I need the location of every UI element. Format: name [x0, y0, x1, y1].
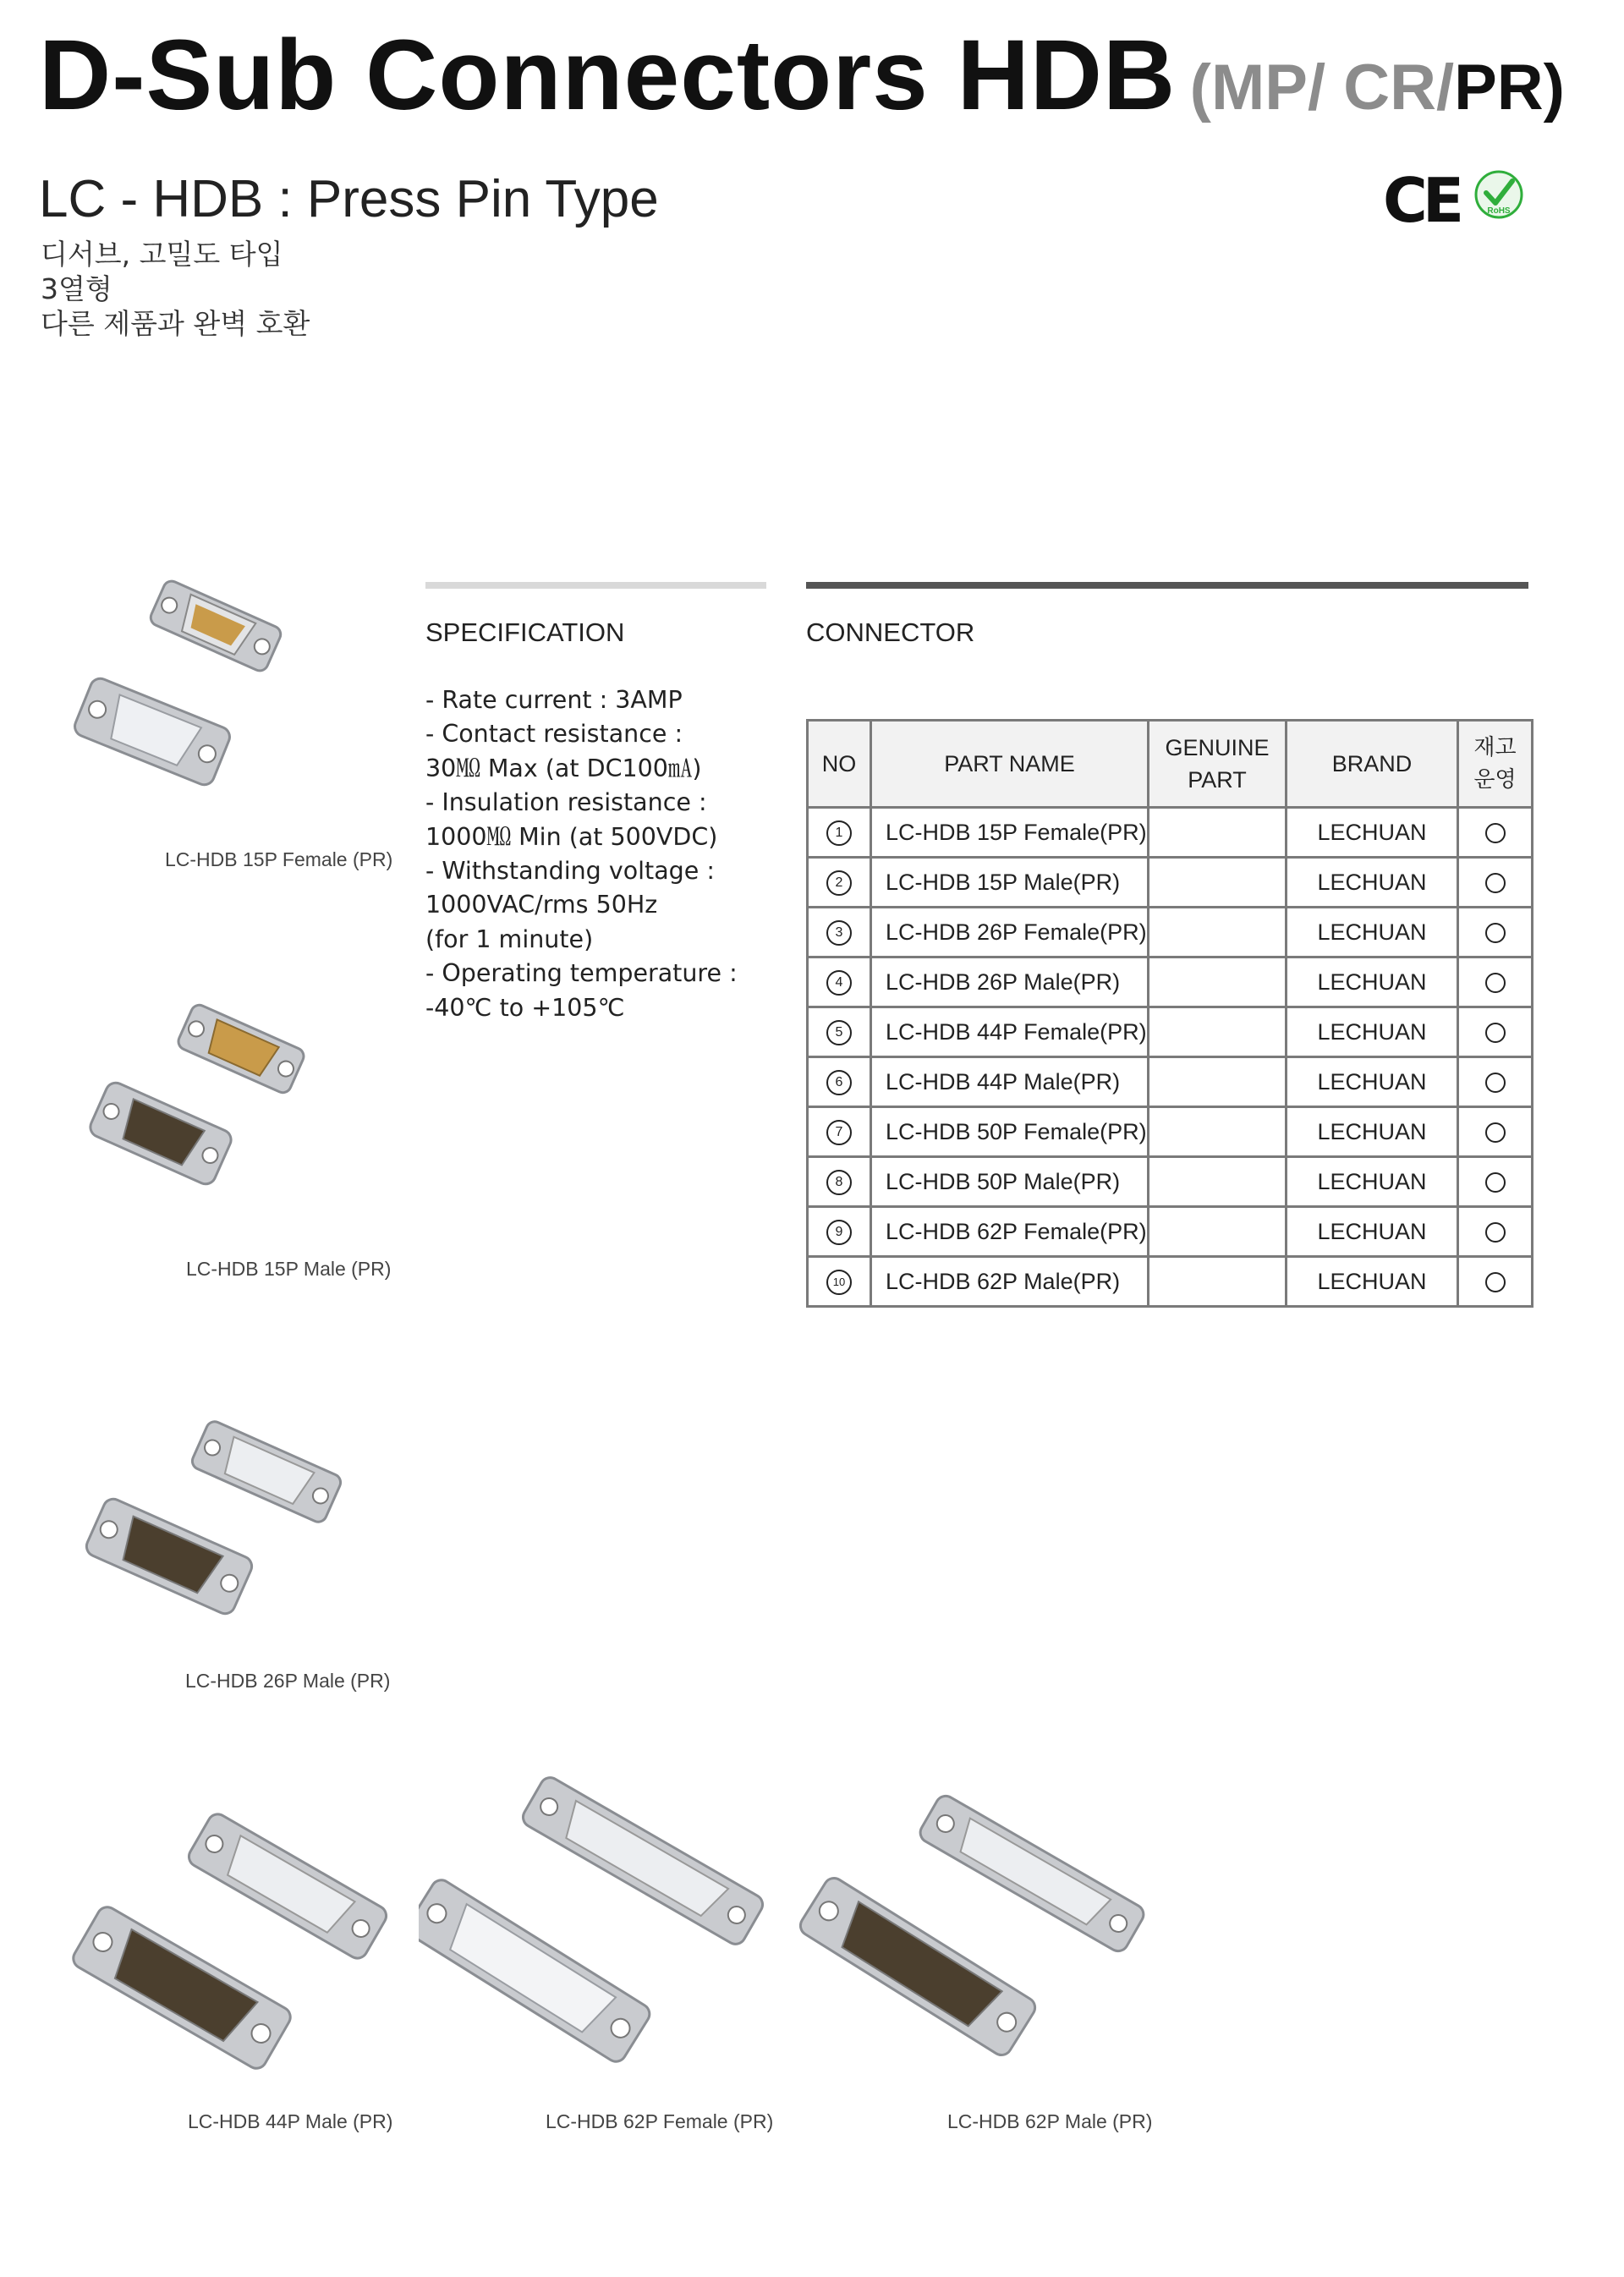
cell-stock	[1458, 808, 1533, 858]
specification-rule	[425, 582, 766, 589]
cell-stock	[1458, 957, 1533, 1007]
cell-no	[808, 1207, 871, 1257]
cell-part-name: LC-HDB 44P Male(PR)	[871, 1057, 1149, 1107]
cell-genuine	[1149, 1107, 1287, 1157]
cell-genuine	[1149, 1007, 1287, 1057]
product-caption-62p-male: LC-HDB 62P Male (PR)	[947, 2110, 1153, 2132]
col-brand: BRAND	[1287, 721, 1458, 808]
ce-mark-icon: CE	[1383, 165, 1460, 236]
spec-line: - Withstanding voltage :	[425, 857, 715, 886]
description-line: 다른 제품과 완벽 호환	[41, 307, 310, 340]
table-row	[808, 808, 1533, 858]
description-line: 디서브, 고밀도 타입	[41, 238, 283, 271]
connector-rule	[806, 582, 1528, 589]
svg-text:RoHS: RoHS	[1487, 206, 1511, 216]
cell-brand: LECHUAN	[1287, 1257, 1458, 1307]
cell-part-name: LC-HDB 26P Male(PR)	[871, 957, 1149, 1007]
row-number: 1	[826, 820, 852, 846]
spec-line: 30㏁ Max (at DC100㎃)	[425, 754, 702, 782]
spec-line: 1000VAC/rms 50Hz	[425, 891, 658, 919]
stock-circle-icon	[1485, 973, 1506, 993]
stock-circle-icon	[1485, 873, 1506, 893]
cell-part-name: LC-HDB 62P Female(PR)	[871, 1207, 1149, 1257]
page-title-variants	[1190, 52, 1565, 123]
cell-part-name: LC-HDB 26P Female(PR)	[871, 908, 1149, 957]
specification-list	[425, 683, 764, 1025]
cell-genuine	[1149, 957, 1287, 1007]
cell-genuine	[1149, 1207, 1287, 1257]
product-caption-26p-male: LC-HDB 26P Male (PR)	[185, 1670, 391, 1692]
spec-line: - Rate current : 3AMP	[425, 686, 683, 714]
page-subtitle: LC - HDB : Press Pin Type	[39, 170, 659, 228]
row-number: 7	[826, 1120, 852, 1145]
col-stock-line1: 재고	[1473, 735, 1517, 760]
cell-part-name: LC-HDB 62P Male(PR)	[871, 1257, 1149, 1307]
product-caption-44p-male: LC-HDB 44P Male (PR)	[188, 2110, 393, 2132]
table-header-row	[808, 721, 1533, 808]
table-row	[808, 1157, 1533, 1207]
spec-line: - Insulation resistance :	[425, 788, 707, 817]
table-row	[808, 1257, 1533, 1307]
stock-circle-icon	[1485, 1172, 1506, 1193]
page-title-main: D-Sub Connectors HDB	[39, 19, 1177, 131]
table-row	[808, 1007, 1533, 1057]
variant-pr: PR)	[1454, 52, 1565, 123]
connector-table	[806, 719, 1533, 1308]
cell-no	[808, 858, 871, 908]
cell-part-name: LC-HDB 44P Female(PR)	[871, 1007, 1149, 1057]
cell-brand: LECHUAN	[1287, 1007, 1458, 1057]
spec-line: - Contact resistance :	[425, 720, 683, 749]
cell-brand: LECHUAN	[1287, 1107, 1458, 1157]
product-photo-15p-female	[72, 567, 359, 812]
table-row	[808, 957, 1533, 1007]
table-row	[808, 1107, 1533, 1157]
cell-genuine	[1149, 808, 1287, 858]
product-caption-62p-female: LC-HDB 62P Female (PR)	[546, 2110, 774, 2132]
cell-genuine	[1149, 1057, 1287, 1107]
cell-stock	[1458, 1007, 1533, 1057]
stock-circle-icon	[1485, 1122, 1506, 1143]
product-photo-62p-female	[419, 1776, 774, 2072]
cell-genuine	[1149, 1257, 1287, 1307]
stock-circle-icon	[1485, 823, 1506, 843]
stock-circle-icon	[1485, 1272, 1506, 1292]
spec-line: - Operating temperature :	[425, 959, 738, 988]
col-part-name: PART NAME	[871, 721, 1149, 808]
connector-heading: CONNECTOR	[806, 617, 975, 647]
row-number: 8	[826, 1170, 852, 1195]
description-line: 3열형	[41, 272, 112, 305]
product-caption-15p-female: LC-HDB 15P Female (PR)	[165, 848, 393, 870]
cell-no	[808, 1057, 871, 1107]
cell-genuine	[1149, 908, 1287, 957]
cell-brand: LECHUAN	[1287, 808, 1458, 858]
description-block	[41, 237, 310, 341]
col-genuine-line2: PART	[1188, 767, 1247, 793]
row-number: 5	[826, 1020, 852, 1045]
product-photo-26p-male	[85, 1404, 355, 1624]
cell-brand: LECHUAN	[1287, 957, 1458, 1007]
row-number: 4	[826, 970, 852, 996]
col-genuine-line1: GENUINE	[1165, 735, 1270, 760]
product-photo-44p-male	[51, 1793, 398, 2072]
table-row	[808, 908, 1533, 957]
row-number: 2	[826, 870, 852, 896]
cell-no	[808, 1007, 871, 1057]
cell-no	[808, 908, 871, 957]
row-number: 10	[826, 1270, 852, 1295]
cell-genuine	[1149, 858, 1287, 908]
cell-stock	[1458, 1207, 1533, 1257]
cell-brand: LECHUAN	[1287, 858, 1458, 908]
cell-brand: LECHUAN	[1287, 1207, 1458, 1257]
spec-line: (for 1 minute)	[425, 925, 594, 953]
rohs-icon	[1473, 169, 1524, 220]
stock-circle-icon	[1485, 923, 1506, 943]
row-number: 9	[826, 1220, 852, 1245]
cell-stock	[1458, 1157, 1533, 1207]
spec-line: 1000㏁ Min (at 500VDC)	[425, 822, 718, 851]
row-number: 3	[826, 920, 852, 946]
cell-stock	[1458, 1107, 1533, 1157]
cell-no	[808, 957, 871, 1007]
table-row	[808, 1057, 1533, 1107]
cell-stock	[1458, 858, 1533, 908]
cell-stock	[1458, 1057, 1533, 1107]
cell-brand: LECHUAN	[1287, 1157, 1458, 1207]
col-genuine-part	[1149, 721, 1287, 808]
cell-no	[808, 808, 871, 858]
cell-no	[808, 1257, 871, 1307]
cell-part-name: LC-HDB 50P Female(PR)	[871, 1107, 1149, 1157]
cell-part-name: LC-HDB 15P Male(PR)	[871, 858, 1149, 908]
col-stock	[1458, 721, 1533, 808]
cell-no	[808, 1107, 871, 1157]
spec-line: -40℃ to +105℃	[425, 993, 625, 1022]
cell-stock	[1458, 1257, 1533, 1307]
product-photo-15p-male	[85, 990, 355, 1218]
product-caption-15p-male: LC-HDB 15P Male (PR)	[186, 1258, 392, 1280]
col-stock-line2: 운영	[1473, 767, 1517, 793]
variant-mp-cr: (MP/ CR/	[1189, 52, 1455, 123]
row-number: 6	[826, 1070, 852, 1095]
table-row	[808, 858, 1533, 908]
cell-stock	[1458, 908, 1533, 957]
stock-circle-icon	[1485, 1073, 1506, 1093]
cell-part-name: LC-HDB 50P Male(PR)	[871, 1157, 1149, 1207]
cell-brand: LECHUAN	[1287, 908, 1458, 957]
cell-no	[808, 1157, 871, 1207]
cell-genuine	[1149, 1157, 1287, 1207]
specification-heading: SPECIFICATION	[425, 617, 625, 647]
product-photo-62p-male	[799, 1793, 1155, 2064]
stock-circle-icon	[1485, 1023, 1506, 1043]
page-title	[39, 19, 1565, 131]
stock-circle-icon	[1485, 1222, 1506, 1243]
cell-brand: LECHUAN	[1287, 1057, 1458, 1107]
table-row	[808, 1207, 1533, 1257]
cell-part-name: LC-HDB 15P Female(PR)	[871, 808, 1149, 858]
col-no: NO	[808, 721, 871, 808]
